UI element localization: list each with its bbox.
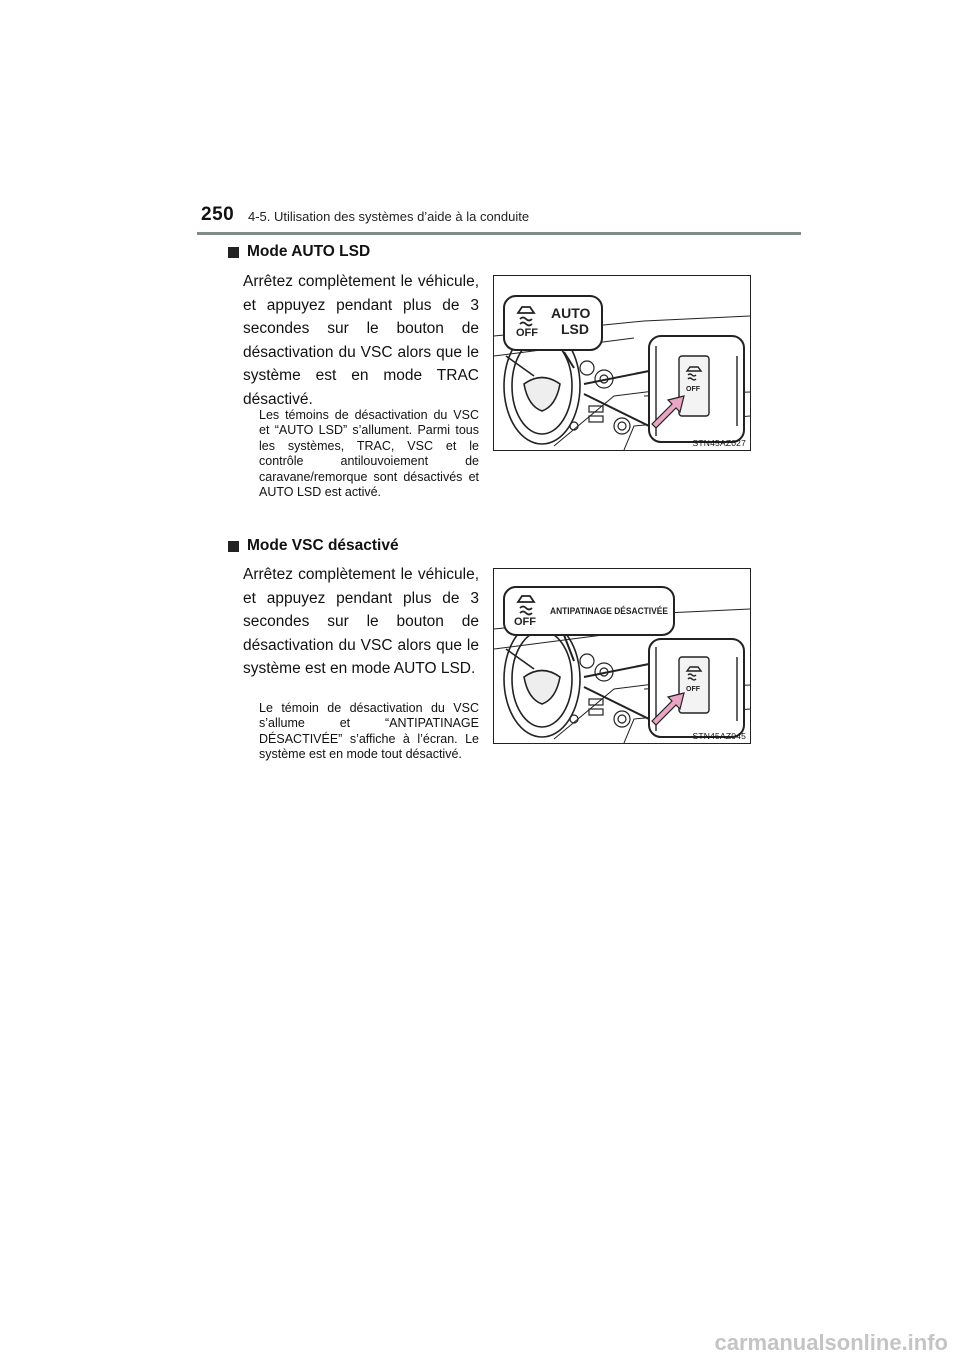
section-heading-vsc-off <box>228 537 399 555</box>
indicator-off-label: OFF <box>514 616 536 628</box>
switch-callout <box>584 336 744 442</box>
note-paragraph: Les témoins de désactivation du VSC et “AUTO LSD” s’allument. Parmi tous les systèmes, TRAC, VSC et le contrôle antilouvoiement de caravane/remorque sont désactivés et AUTO LSD est activé. <box>259 408 479 500</box>
figure-code: STN45AZ045 <box>692 731 746 741</box>
figure-vsc-off <box>493 568 751 744</box>
instruction-paragraph: Arrêtez complètement le véhicule, et appuyez pendant plus de 3 secondes sur le bouton de désactivation du VSC alors que le système est en mode AUTO LSD. <box>243 566 479 677</box>
heading-text: Mode VSC désactivé <box>247 537 399 554</box>
switch-off-label: OFF <box>686 386 700 393</box>
figure-auto-lsd <box>493 275 751 451</box>
instruction-paragraph: Arrêtez complètement le véhicule, et appuyez pendant plus de 3 secondes sur le bouton de désactivation du VSC alors que le système est en mode TRAC désactivé. <box>243 273 479 408</box>
indicator-off-label: OFF <box>516 327 538 339</box>
display-line2: LSD <box>561 321 589 337</box>
dashboard-illustration <box>494 276 750 450</box>
display-line1: AUTO <box>551 305 591 321</box>
heading-text: Mode AUTO LSD <box>247 243 371 260</box>
bullet-square-icon <box>228 247 239 258</box>
switch-off-label: OFF <box>686 686 700 693</box>
figure-code: STN45AZ027 <box>692 438 746 448</box>
watermark: carmanualsonline.info <box>714 1330 948 1355</box>
dashboard-illustration <box>494 569 750 743</box>
page-number: 250 <box>201 204 235 225</box>
switch-callout <box>584 639 744 737</box>
display-line1: ANTIPATINAGE DÉSACTIVÉE <box>550 606 668 616</box>
section-title: 4-5. Utilisation des systèmes d’aide à la conduite <box>248 209 530 224</box>
section-heading-auto-lsd <box>228 243 370 261</box>
bullet-square-icon <box>228 541 239 552</box>
header-rule <box>197 232 801 235</box>
note-paragraph: Le témoin de désactivation du VSC s’allume et “ANTIPATINAGE DÉSACTIVÉE” s’affiche à l’écran. Le système est en mode tout désactivé. <box>259 701 479 762</box>
steering-wheel-icon <box>504 621 580 737</box>
